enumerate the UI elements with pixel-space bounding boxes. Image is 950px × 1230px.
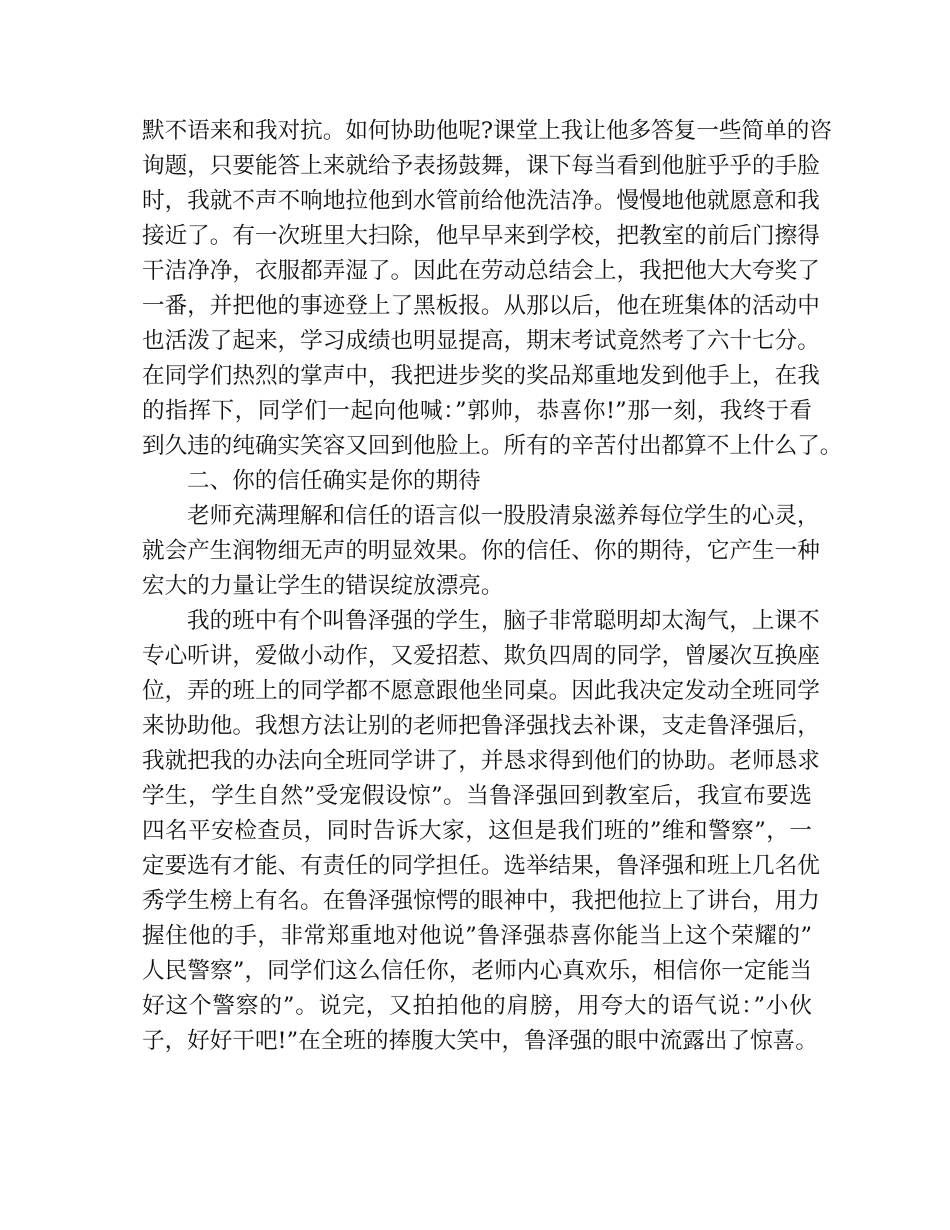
text-line: 在同学们热烈的掌声中，我把进步奖的奖品郑重地发到他手上，在我 bbox=[142, 363, 820, 389]
text-line: 的指挥下，同学们一起向他喊：”郭帅，恭喜你!”那一刻，我终于看 bbox=[142, 398, 812, 424]
text-line: 一番，并把他的事迹登上了黑板报。从那以后，他在班集体的活动中 bbox=[142, 293, 820, 319]
text-line: 干洁净净，衣服都弄湿了。因此在劳动总结会上，我把他大大夸奖了 bbox=[142, 258, 820, 284]
text-line: 我就把我的办法向全班同学讲了，并恳求得到他们的协助。老师恳求 bbox=[142, 748, 820, 774]
text-line: 就会产生润物细无声的明显效果。你的信任、你的期待，它产生一种 bbox=[142, 538, 820, 564]
text-line: 到久违的纯确实笑容又回到他脸上。所有的辛苦付出都算不上什么了。 bbox=[142, 433, 843, 459]
text-line: 来协助他。我想方法让别的老师把鲁泽强找去补课，支走鲁泽强后， bbox=[142, 713, 820, 739]
text-line: 位，弄的班上的同学都不愿意跟他坐同桌。因此我决定发动全班同学 bbox=[142, 678, 820, 704]
text-line: 四名平安检查员，同时告诉大家，这但是我们班的”维和警察”，一 bbox=[142, 818, 812, 844]
section-heading: 二、你的信任确实是你的期待 bbox=[187, 468, 481, 494]
text-line: 也活泼了起来，学习成绩也明显提高，期末考试竟然考了六十七分。 bbox=[142, 328, 820, 354]
text-line: 子，好好干吧!”在全班的捧腹大笑中，鲁泽强的眼中流露出了惊喜。 bbox=[142, 1028, 818, 1054]
text-line: 定要选有才能、有责任的同学担任。选举结果，鲁泽强和班上几名优 bbox=[142, 853, 820, 879]
text-line: 人民警察”，同学们这么信任你，老师内心真欢乐，相信你一定能当 bbox=[142, 958, 812, 984]
text-line: 询题，只要能答上来就给予表扬鼓舞，课下每当看到他脏乎乎的手脸 bbox=[142, 153, 820, 179]
text-line: 宏大的力量让学生的错误绽放漂亮。 bbox=[142, 573, 504, 599]
text-line: 我的班中有个叫鲁泽强的学生，脑子非常聪明却太淘气，上课不 bbox=[187, 608, 820, 634]
text-line: 好这个警察的”。说完，又拍拍他的肩膀，用夸大的语气说：”小伙 bbox=[142, 993, 812, 1019]
text-line: 默不语来和我对抗。如何协助他呢?课堂上我让他多答复一些简单的咨 bbox=[142, 118, 832, 144]
text-line: 时，我就不声不响地拉他到水管前给他洗洁净。慢慢地他就愿意和我 bbox=[142, 188, 820, 214]
text-line: 握住他的手，非常郑重地对他说”鲁泽强恭喜你能当上这个荣耀的” bbox=[142, 923, 812, 949]
text-line: 秀学生榜上有名。在鲁泽强惊愕的眼神中，我把他拉上了讲台，用力 bbox=[142, 888, 820, 914]
text-line: 专心听讲，爱做小动作，又爱招惹、欺负四周的同学，曾屡次互换座 bbox=[142, 643, 820, 669]
text-line: 学生，学生自然”受宠假设惊”。当鲁泽强回到教室后，我宣布要选 bbox=[142, 783, 812, 809]
text-line: 老师充满理解和信任的语言似一股股清泉滋养每位学生的心灵， bbox=[187, 503, 820, 529]
text-line: 接近了。有一次班里大扫除，他早早来到学校，把教室的前后门擦得 bbox=[142, 223, 820, 249]
